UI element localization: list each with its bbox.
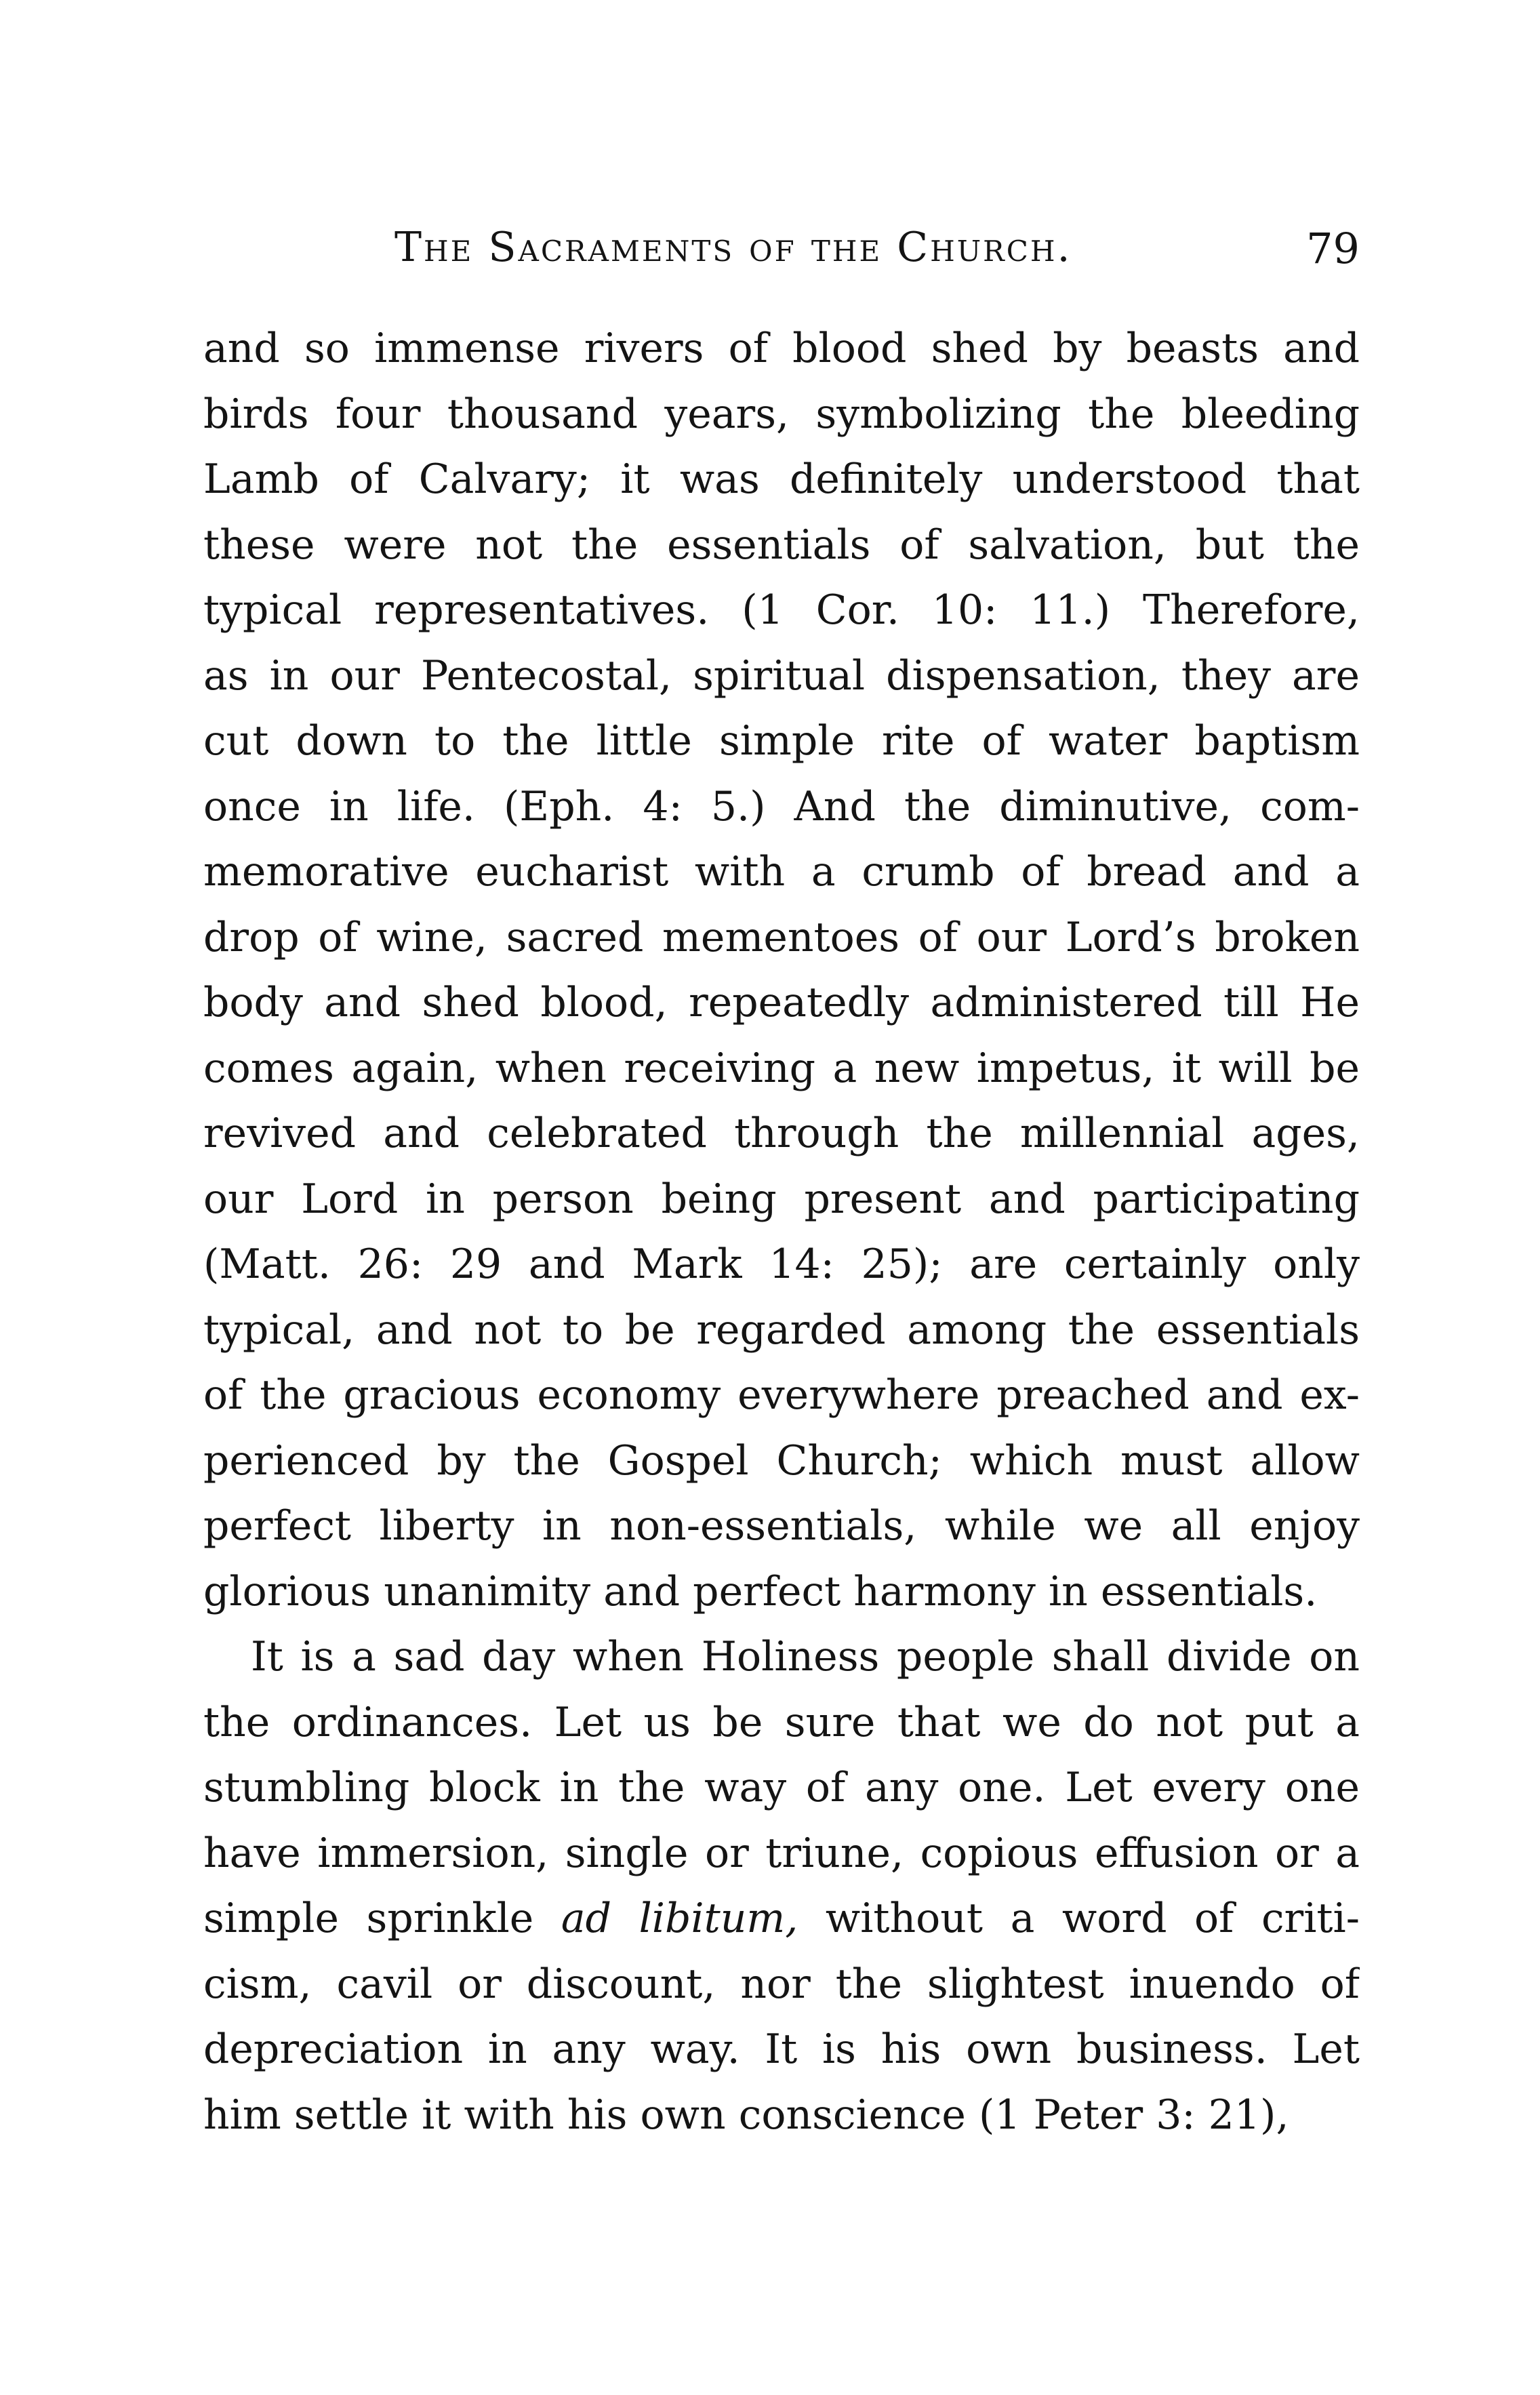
text-line: our Lord in person being present and participating (203, 1175, 1360, 1223)
running-head (394, 224, 1360, 285)
text-line: of the gracious economy everywhere preached and ex- (203, 1371, 1360, 1419)
text-line: depreciation in any way. It is his own business. Let (203, 2026, 1360, 2073)
text-line: comes again, when receiving a new impetus, it will be (203, 1044, 1360, 1092)
text-line: drop of wine, sacred mementoes of our Lord’s broken (203, 913, 1360, 961)
text-line: glorious unanimity and perfect harmony in essentials. (203, 1567, 1318, 1615)
text-segment: simple sprinkle (203, 1895, 561, 1942)
text-line: body and shed blood, repeatedly administered till He (203, 979, 1360, 1026)
text-line: typical representatives. (1 Cor. 10: 11.) Therefore, (203, 586, 1360, 634)
page-number: 79 (1306, 224, 1360, 273)
paragraph-2 (203, 1624, 1360, 2148)
text-line: the ordinances. Let us be sure that we do not put a (203, 1698, 1360, 1746)
text-line: typical, and not to be regarded among the essentials (203, 1306, 1360, 1354)
text-line: memorative eucharist with a crumb of bread and a (203, 848, 1360, 895)
text-line: It is a sad day when Holiness people shall divide on (251, 1633, 1360, 1680)
body-text (203, 316, 1360, 2148)
text-line: and so immense rivers of blood shed by beasts and (203, 325, 1360, 372)
text-line: perienced by the Gospel Church; which must allow (203, 1436, 1360, 1485)
text-line: him settle it with his own conscience (1 Peter 3: 21), (203, 2091, 1289, 2139)
text-line: cism, cavil or discount, nor the slightest inuendo of (203, 1960, 1360, 2008)
text-line: Lamb of Calvary; it was definitely understood that (203, 456, 1360, 503)
text-line: cut down to the little simple rite of water baptism (203, 717, 1360, 765)
text-line: (Matt. 26: 29 and Mark 14: 25); are certainly only (203, 1241, 1360, 1288)
running-title: The Sacraments of the Church. (394, 224, 1072, 271)
text-line: these were not the essentials of salvation, but the (203, 521, 1360, 569)
text-line: have immersion, single or triune, copious effusion or a (203, 1829, 1360, 1877)
text-line: once in life. (Eph. 4: 5.) And the diminutive, com- (203, 782, 1360, 830)
text-line: as in our Pentecostal, spiritual dispensation, they are (203, 651, 1360, 700)
text-line: perfect liberty in non-essentials, while we all enjoy (203, 1502, 1360, 1550)
text-segment: without a word of criti- (798, 1895, 1360, 1942)
text-line: birds four thousand years, symbolizing the bleeding (203, 390, 1360, 438)
italic-phrase: ad libitum, (561, 1895, 798, 1942)
text-line: revived and celebrated through the millennial ages, (203, 1110, 1360, 1157)
text-line-with-italic (203, 1886, 1360, 1952)
text-line: stumbling block in the way of any one. Let every one (203, 1764, 1360, 1811)
paragraph-1 (203, 316, 1360, 1624)
